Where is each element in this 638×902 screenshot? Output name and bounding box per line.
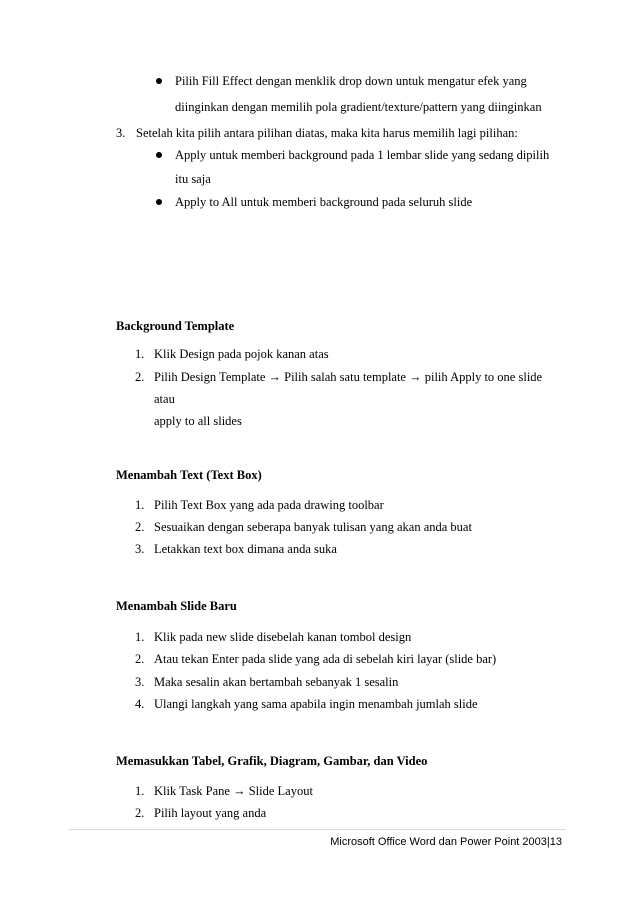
list-item-text: Pilih layout yang anda: [154, 806, 267, 820]
list-item-text: Letakkan text box dimana anda suka: [154, 542, 337, 556]
bullet-icon: [156, 78, 162, 84]
bullet-text: diinginkan dengan memilih pola gradient/texture/pattern yang diinginkan: [175, 100, 542, 114]
section-heading: Memasukkan Tabel, Grafik, Diagram, Gambar, dan Video: [116, 754, 428, 768]
list-number: 2.: [135, 652, 145, 666]
list-item-text: Atau tekan Enter pada slide yang ada di sebelah kiri layar (slide bar): [154, 652, 497, 666]
list-number: 2.: [135, 806, 145, 820]
section-heading: Menambah Text (Text Box): [116, 468, 262, 482]
list-item-text: Pilih Design Template → Pilih salah satu template → pilih Apply to one slide: [154, 370, 543, 384]
bullet-text: Pilih Fill Effect dengan menklik drop down untuk mengatur efek yang: [175, 74, 527, 88]
bullet-text: Apply untuk memberi background pada 1 lembar slide yang sedang dipilih: [175, 148, 550, 162]
bullet-text: itu saja: [175, 172, 211, 186]
section-heading: Menambah Slide Baru: [116, 599, 237, 613]
list-item-text: Maka sesalin akan bertambah sebanyak 1 sesalin: [154, 675, 399, 689]
list-item-text: Pilih Text Box yang ada pada drawing toolbar: [154, 498, 384, 512]
page-footer: Microsoft Office Word dan Power Point 2003|13: [330, 836, 562, 848]
step-text: Setelah kita pilih antara pilihan diatas, maka kita harus memilih lagi pilihan:: [136, 126, 518, 140]
list-number: 1.: [135, 498, 145, 512]
list-item-text: Sesuaikan dengan seberapa banyak tulisan yang akan anda buat: [154, 520, 472, 534]
list-item-text: atau: [154, 392, 175, 406]
bullet-text: Apply to All untuk memberi background pada seluruh slide: [175, 195, 473, 209]
list-number: 3.: [135, 542, 145, 556]
list-number: 2.: [135, 370, 145, 384]
list-number: 1.: [135, 630, 145, 644]
list-number: 1.: [135, 784, 145, 798]
list-item-text: Klik Design pada pojok kanan atas: [154, 347, 329, 361]
list-number: 4.: [135, 697, 145, 711]
list-item-text: Klik pada new slide disebelah kanan tombol design: [154, 630, 412, 644]
list-item-text: Klik Task Pane → Slide Layout: [154, 784, 313, 798]
bullet-icon: [156, 199, 162, 205]
footer-divider: [69, 829, 566, 830]
list-number: 3.: [135, 675, 145, 689]
list-number: 2.: [135, 520, 145, 534]
list-item-text: Ulangi langkah yang sama apabila ingin menambah jumlah slide: [154, 697, 478, 711]
section-heading: Background Template: [116, 319, 235, 333]
step-number: 3.: [116, 126, 126, 140]
list-number: 1.: [135, 347, 145, 361]
bullet-icon: [156, 152, 162, 158]
list-item-text: apply to all slides: [154, 414, 242, 428]
